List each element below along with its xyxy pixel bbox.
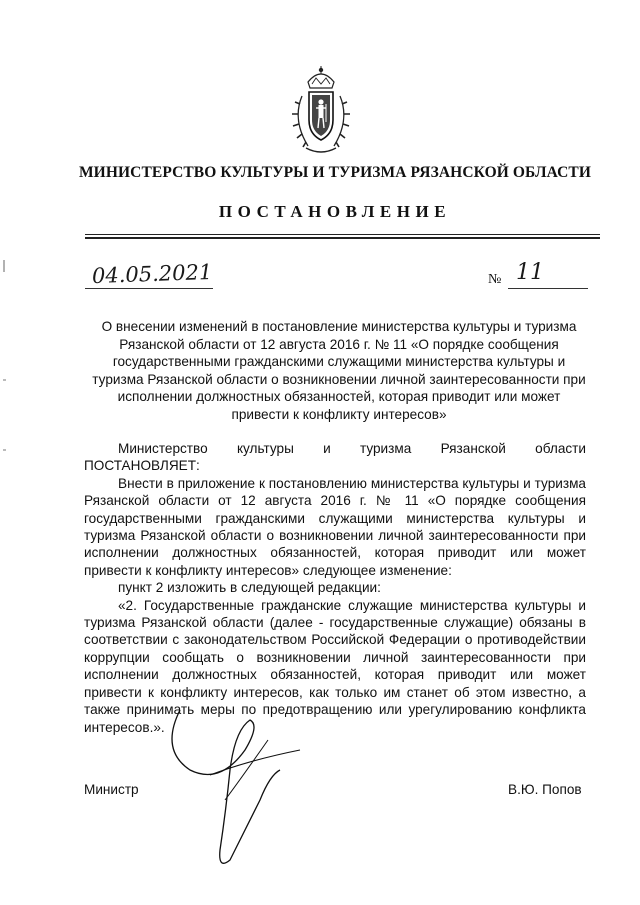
paragraph-instruction: пункт 2 изложить в следующей редакции: (118, 580, 381, 596)
intro-word: Рязанской (440, 441, 506, 456)
title-line: О внесении изменений в постановление министерства культуры и туризма (101, 319, 577, 334)
paragraph-new-text: «2. Государственные гражданские служащие министерства культуры и туризма Рязанской области (далее - государственные служащие) обязаны в соответствии с законодательством Российской Федерации о противодействии коррупции сообщать о возникновении личной заинтересованности при исполнении должностных обязанностей, которая приводит или может привести к конфликту интересов, как только им станет об этом известно, а также принимать меры по предотвращению или урегулированию конфликта интересов.». (84, 597, 586, 735)
title-line: государственными гражданскими служащими министерства культуры и (112, 354, 566, 370)
signer-position: Министр (84, 782, 139, 797)
document-type: ПОСТАНОВЛЕНИЕ (218, 202, 452, 221)
number-label: № (488, 272, 502, 287)
title-line: исполнении должностных обязанностей, которая приводит или может (117, 389, 561, 405)
intro-word: Министерство (118, 441, 208, 456)
intro-word: туризма (359, 441, 412, 456)
signer-name: В.Ю. Попов (508, 782, 582, 797)
document-number: 11 (516, 260, 544, 285)
coat-of-arms-icon (288, 64, 354, 156)
date-underline (85, 288, 213, 289)
intro-line (84, 440, 586, 457)
title-line: туризма Рязанской области о возникновении личной заинтересованности при (92, 371, 586, 387)
intro-word: и (323, 441, 331, 456)
organization-name: МИНИСТЕРСТВО КУЛЬТУРЫ И ТУРИЗМА РЯЗАНСКОЙ ОБЛАСТИ (78, 164, 592, 181)
paragraph-amendment: Внести в приложение к постановлению министерства культуры и туризма Рязанской области от 12 августа 2016 г. № 11 «О порядке сообщения государственными гражданскими служащими министерства культуры и туризма Рязанской области о возникновении личной заинтересованности при исполнении должностных обязанностей, которая приводит или может привести к конфликту интересов» следующее изменение: (84, 475, 586, 578)
title-line: привести к конфликту интересов» (231, 406, 447, 422)
header-rule-thick (85, 237, 600, 239)
number-underline (508, 288, 588, 289)
header-rule-thin (85, 234, 600, 235)
intro-word: области (535, 441, 586, 456)
scan-margin-marks (0, 250, 8, 550)
title-line: Рязанской области от 12 августа 2016 г. № 11 «О порядке сообщения (119, 336, 559, 352)
handwritten-signature (150, 680, 320, 880)
intro-word: культуры (236, 441, 294, 456)
resolves-word: ПОСТАНОВЛЯЕТ: (84, 458, 200, 474)
document-title (84, 318, 594, 424)
document-date: 04.05.2021 (91, 259, 213, 289)
